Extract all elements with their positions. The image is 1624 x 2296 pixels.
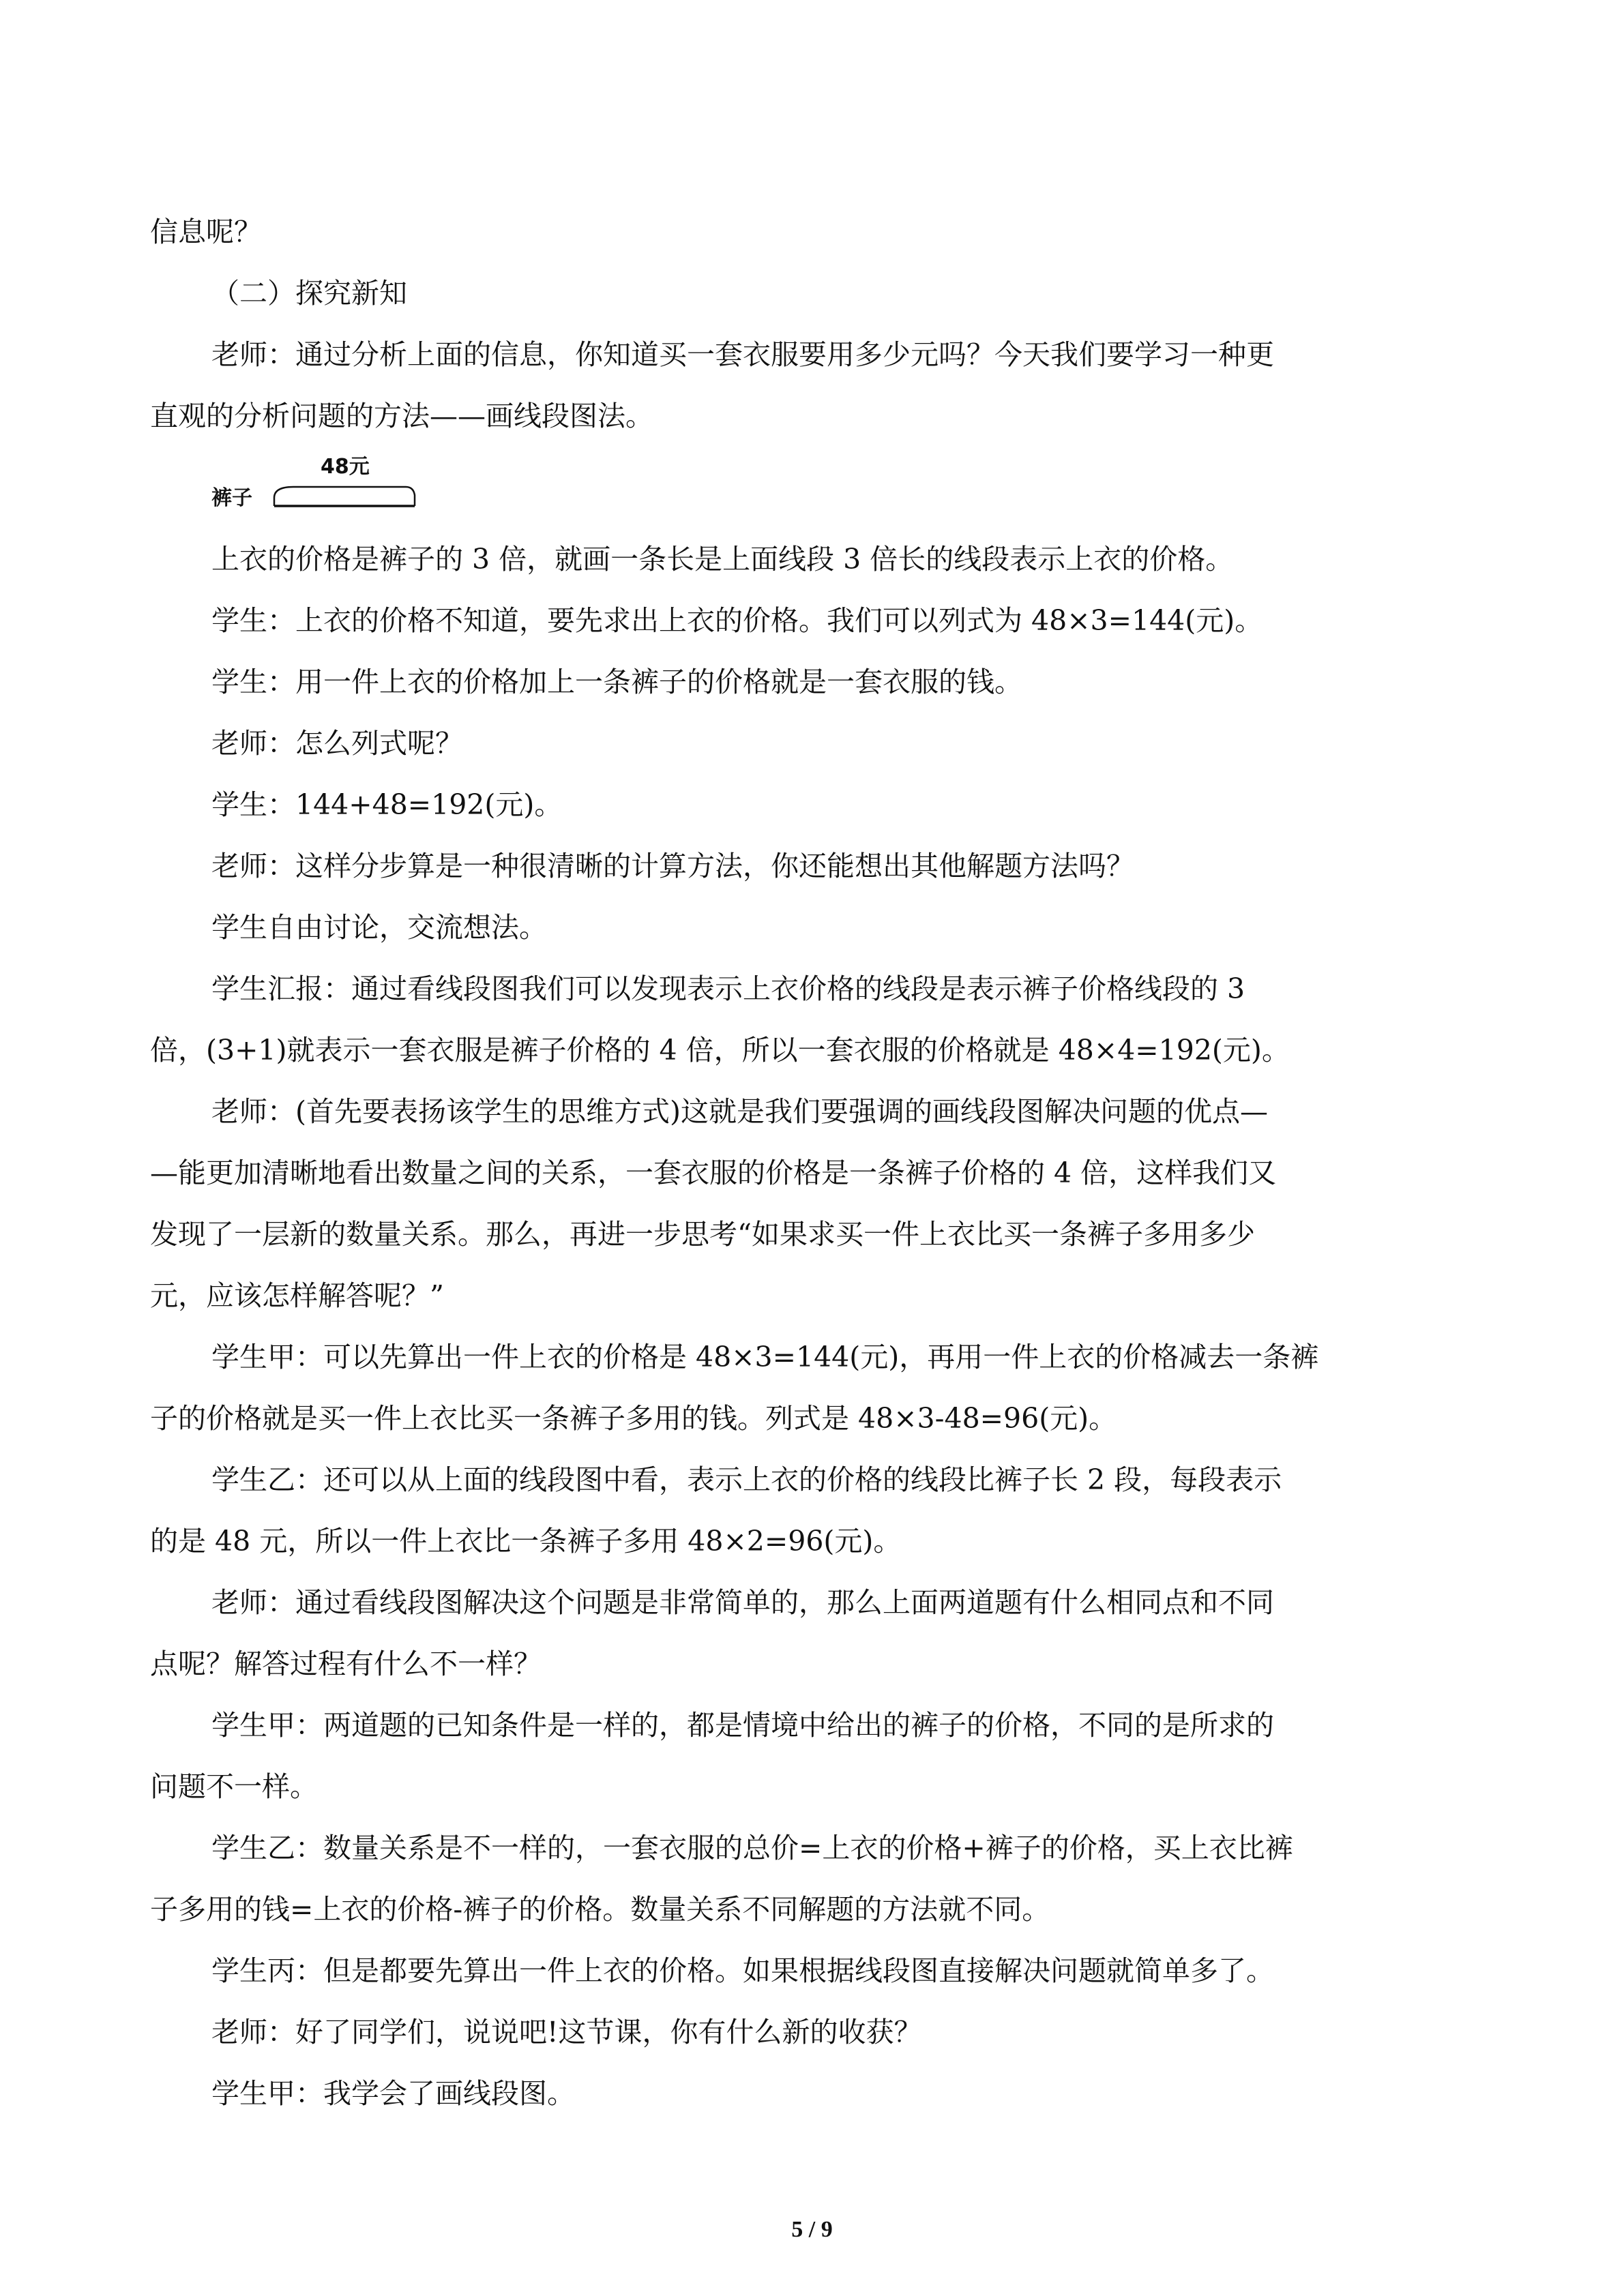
- paragraph-line: 元，应该怎样解答呢？”: [150, 1279, 444, 1312]
- paragraph-line: 的是 48 元，所以一件上衣比一条裤子多用 48×2=96(元)。: [150, 1525, 902, 1557]
- section-heading: （二）探究新知: [211, 277, 407, 310]
- paragraph-line: 直观的分析问题的方法——画线段图法。: [150, 400, 653, 432]
- page-number: 5 / 9: [791, 2217, 833, 2242]
- paragraph-line: 老师：好了同学们，说说吧!这节课，你有什么新的收获？: [211, 2016, 922, 2048]
- paragraph-line: 老师：通过看线段图解决这个问题是非常简单的，那么上面两道题有什么相同点和不同: [211, 1586, 1274, 1619]
- paragraph-line: 学生甲：可以先算出一件上衣的价格是 48×3=144(元)，再用一件上衣的价格减去一条裤: [211, 1341, 1319, 1373]
- paragraph-line: 学生甲：我学会了画线段图。: [211, 2077, 575, 2110]
- paragraph-line: 点呢？解答过程有什么不一样？: [150, 1648, 542, 1680]
- segment-diagram-svg: [211, 450, 437, 518]
- paragraph-line: 学生汇报：通过看线段图我们可以发现表示上衣价格的线段是表示裤子价格线段的 3: [211, 972, 1245, 1005]
- trousers-label: 裤子: [211, 486, 252, 510]
- paragraph-line: 学生乙：还可以从上面的线段图中看，表示上衣的价格的线段比裤子长 2 段，每段表示: [211, 1463, 1282, 1496]
- paragraph-line: 发现了一层新的数量关系。那么，再进一步思考“如果求买一件上衣比买一条裤子多用多少: [150, 1218, 1255, 1251]
- paragraph-line: 老师：怎么列式呢？: [211, 727, 463, 760]
- segment-brace: [274, 487, 415, 506]
- paragraph-line: 学生甲：两道题的已知条件是一样的，都是情境中给出的裤子的价格，不同的是所求的: [211, 1709, 1274, 1742]
- line-segment-diagram: [211, 450, 437, 518]
- paragraph-line: 学生：用一件上衣的价格加上一条裤子的价格就是一套衣服的钱。: [211, 666, 1022, 698]
- paragraph-line: 学生自由讨论，交流想法。: [211, 911, 547, 944]
- paragraph-line: 学生丙：但是都要先算出一件上衣的价格。如果根据线段图直接解决问题就简单多了。: [211, 1954, 1274, 1987]
- paragraph-line: —能更加清晰地看出数量之间的关系，一套衣服的价格是一条裤子价格的 4 倍，这样我们又: [150, 1157, 1277, 1189]
- paragraph-line: 学生乙：数量关系是不一样的，一套衣服的总价=上衣的价格+裤子的价格，买上衣比裤: [211, 1832, 1293, 1864]
- paragraph-line: 学生：上衣的价格不知道，要先求出上衣的价格。我们可以列式为 48×3=144(元)。: [211, 604, 1263, 637]
- paragraph-line: 子的价格就是买一件上衣比买一条裤子多用的钱。列式是 48×3-48=96(元)。: [150, 1402, 1117, 1435]
- paragraph-line: 倍，(3+1)就表示一套衣服是裤子价格的 4 倍，所以一套衣服的价格就是 48×4=192(元)。: [150, 1034, 1290, 1067]
- paragraph-line: 学生：144+48=192(元)。: [211, 788, 563, 821]
- paragraph-line: 子多用的钱=上衣的价格-裤子的价格。数量关系不同解题的方法就不同。: [150, 1893, 1050, 1926]
- paragraph-line: 信息呢？: [150, 215, 262, 248]
- paragraph-line: 上衣的价格是裤子的 3 倍，就画一条长是上面线段 3 倍长的线段表示上衣的价格。: [211, 543, 1234, 576]
- paragraph-line: 老师：这样分步算是一种很清晰的计算方法，你还能想出其他解题方法吗？: [211, 850, 1134, 882]
- trousers-price-label: 48元: [321, 455, 370, 479]
- paragraph-line: 问题不一样。: [150, 1770, 318, 1803]
- paragraph-line: 老师：通过分析上面的信息，你知道买一套衣服要用多少元吗？今天我们要学习一种更: [211, 338, 1274, 371]
- paragraph-line: 老师：(首先要表扬该学生的思维方式)这就是我们要强调的画线段图解决问题的优点—: [211, 1095, 1268, 1128]
